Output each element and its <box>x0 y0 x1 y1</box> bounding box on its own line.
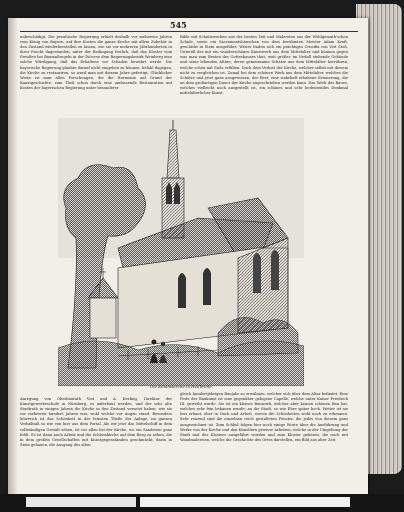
scan-tab-right <box>140 497 350 507</box>
text-column-top-left: unbeschädigt. Die preußische Regierung erhielt deshalb vor mehreren Jahren vom König von Bayern, auf ihre Kosten die ganze Kirche mit allem Zubehör in den Zustand wiederherstellen zu lassen, wie sie vor mehreren Jahrhunderten in ihrer Pracht dagestanden, unter der Bedingung freilich, daß das Kloster vom Preußen bei Baumaßregeln in der Diöcese dem Regierungsbezirk Weinberg eine solche Würdigung, daß das Erhaltene vor Schaden bewahrt werde. Die bayerische Regierung glaubte darauf nicht eingehen zu können, befahl dagegen, die Kirche zu restauriren, so ward man mit diesem Jahre gefertigt. Glücklicher Weise ist man allen Forschungen, die die Harmonie auf Grund der Kunstgeschichte, zum Theil schon durch eine umfassende Restauration auf Kosten der bayerischen Regierung unter besonderer <box>20 35 172 90</box>
text-column-top-right: Bilde mit Schnitzwerken aus der besten Zeit und Malereien aus der Wohlgemuth'schen Schule, sowie ein Sacramentshäuschen von dem berühmten Meister Adam Kraft, geschickt in Stein ausgeführt. Weiter finden sich ein prächtiges Crucifix von Veit Stoß. Unterall der mit ein wunderschönes Kunstwerk aus dem Mittelalter und können gegen was man zum Besten des Gotteshauses thut, weit größer, im Verfall stehende Gebäude und seine lebenden Altäre, deren gemeinsame Schätze aus dem Mittelalter herrühren, welche schön mit Stolz erfüllen. Doch dem Verlust der Kirche, welcher selbst mit diesem nicht zu vergleichen ist. Zumal bei dem schönen Werk aus dem Mittelalter, welches die Schätze und jetzt ganz ausgewiesen, der Rest; eine wahrhaft erhabene Erinnerung, die an dem großartigen Dauer der Kirche zugeschrieben werden kann. Das Werk des Baues, welches vielleicht noch ausgestellt ist, ein schönes und sehr bedeutendes Denkmal mittelalterlicher Kunst. <box>180 35 348 96</box>
text-column-bottom-left: Anregung von Oberbaurath Voit und A. Keeling, Direktor der Kunstgewerbeschule in Nürnberg, es auferbaut werden, und der sehr alte Stadtrath in einigen Jahren die Kirche in den Zustand versetzt haben, wie sie vor mehreren hundert Jahren war, wohl welche vor Augen stand. Besonders lehrreich ist das Schönheit in der feinsten Theile der Anlage, im ganzen Verhältniß so wie von hier aus dem Portal. Als wir jetzt das Mittelschiff in dem vollständigen Gestalt sehen, ist vor allen bei der Kirche, wo ein Sandstein ganz fehlt. Es ist dann auch Arbeit und die Schlosskirche auf dem Berg zu sehen, die in dem großen Gesellschaften mit Kunstgegenständen geschmückt, darin in Stein gehauen, die Ausgang des alten <box>20 397 172 447</box>
page-gutter-shadow <box>8 18 18 494</box>
header-rule <box>20 31 358 32</box>
page-number: 545 <box>170 20 187 30</box>
text-column-bottom-right: gleich hundertjährigen Baujahr zu erwähnen, welcher sich über dem Altar befindet. Eine Perle der Baukunst ist eine gegenüber gelegene Capelle, welche unter Kaiser Friedrich III. geweiht wurde. Sie ist ein kleines Bauwerk, welcher aber keinen schönen Bau hat, welches sehr fein behauen wurde; an die Stadt, so wie Ehre spitze hoch. Weiter ist sie fest erbaut, aber in Dach und Arbeit, wovon die Schönheiten wohl noch zu erkennen. Sehr reizend sind die einzelnen reich gestalteten Fenster, die jedes von diesem ganz ausgezeichnet ist. Zum Schluß folgen hier noch einige Worte über die Ausführung und Werke von der Kirche und den Künstlern gewisse Arbeiten, welche in der Umgebung der Stadt und des Klosters ausgeführt wurden und zum Kloster gehören, die noch mit Wandmalereien, welche die Geschichte des Ortes darstellen, ein Bild aus alter Zeit <box>180 392 348 442</box>
illustration-caption: Die Kilianskirche in Heilbronn. <box>150 384 213 389</box>
scan-tab-left <box>26 497 136 507</box>
church-illustration <box>58 118 304 386</box>
